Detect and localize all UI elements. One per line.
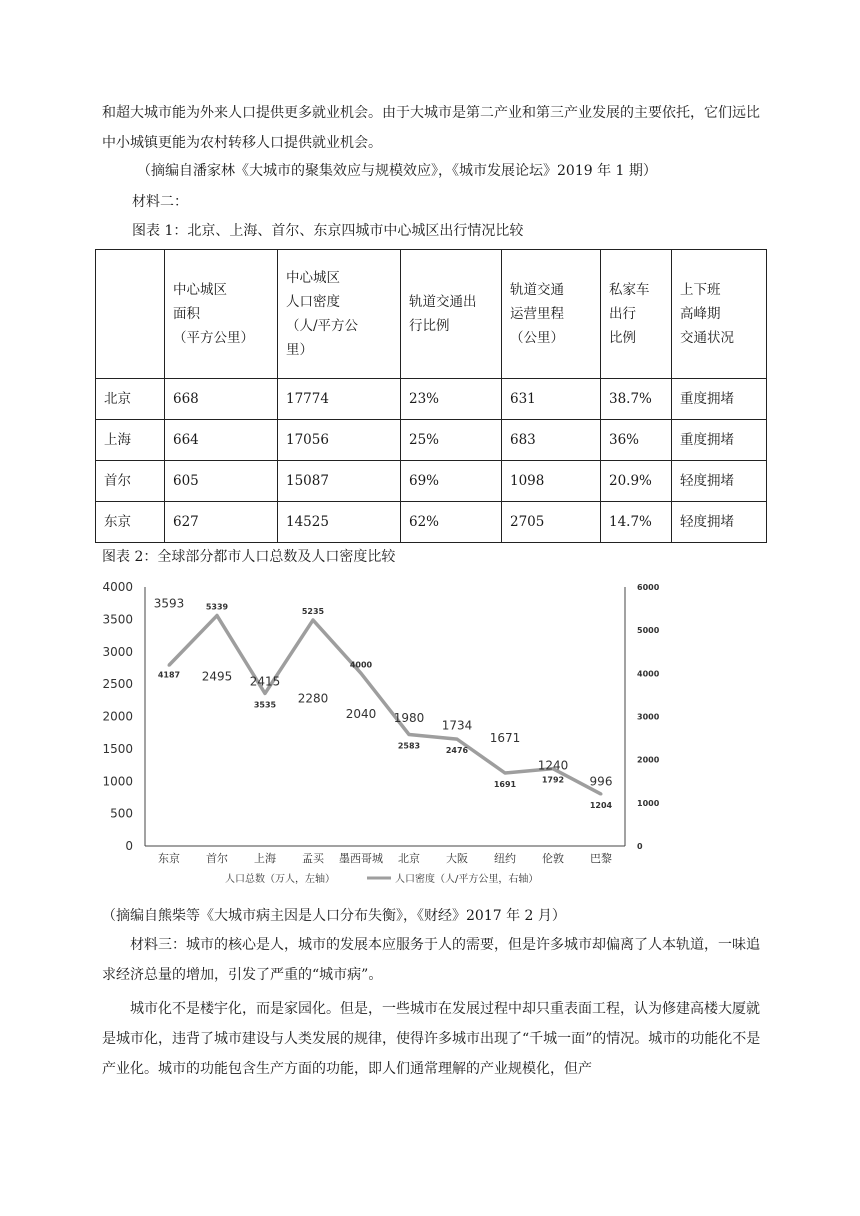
right-tick-label: 2000 (637, 755, 660, 765)
header-text: 私家车 (609, 282, 650, 298)
right-tick-label: 1000 (637, 798, 660, 808)
chart-title: 图表 2：全球部分都市人口总数及人口密度比较 (102, 549, 396, 565)
density-point (360, 672, 363, 675)
left-tick-label: 2000 (102, 709, 133, 724)
table-cell: 17056 (278, 420, 401, 461)
density-data-label: 2476 (445, 746, 469, 756)
citation-1: （摘编自潘家林《大城市的聚集效应与规模效应》，《城市发展论坛》2019 年 1 期） (137, 163, 657, 179)
table-cell: 36% (601, 420, 672, 461)
population-data-label: 2415 (249, 674, 281, 689)
density-point (504, 772, 507, 775)
table-cell: 69% (401, 461, 502, 502)
density-data-label: 2583 (397, 741, 421, 751)
population-data-label: 996 (589, 774, 613, 789)
left-tick-label: 2500 (102, 677, 133, 692)
right-tick-label: 0 (637, 842, 643, 851)
material-3: 材料三：城市的核心是人，城市的发展本应服务于人的需要，但是许多城市却偏离了人本轨道，一味追求经济总量的增加，引发了严重的“城市病”。 (102, 937, 760, 983)
density-data-label: 1204 (589, 801, 613, 811)
right-tick-label: 4000 (637, 669, 660, 679)
header-text: （平方公里） (173, 330, 254, 346)
header-text: 出行 (609, 306, 636, 322)
table-cell: 2705 (502, 502, 601, 543)
material-2-heading: 材料二： (132, 194, 188, 210)
density-point (264, 692, 267, 695)
legend-population-label: 人口总数（万人，左轴） (225, 874, 335, 885)
paragraph-last: 城市化不是楼宇化，而是家园化。但是，一些城市在发展过程中却只重表面工程，认为修建高楼大厦就是城市化，违背了城市建设与人类发展的规律，使得许多城市出现了“千城一面”的情况。城市的功能化不是产业化。城市的功能包含生产方面的功能，即人们通常理解的产业规模化，但产 (102, 1001, 761, 1077)
right-tick-label: 3000 (637, 712, 660, 722)
left-tick-label: 500 (110, 806, 133, 821)
header-text: 轨道交通出 (409, 294, 477, 310)
population-data-label: 1671 (489, 730, 521, 745)
table-cell: 14.7% (601, 502, 672, 543)
table-cell: 627 (165, 502, 278, 543)
population-data-label: 2280 (297, 691, 329, 706)
table-cell: 38.7% (601, 379, 672, 420)
density-point (600, 793, 603, 796)
citation-2: （摘编自熊柴等《大城市病主因是人口分布失衡》，《财经》2017 年 2 月） (102, 908, 566, 924)
header-text: 轨道交通 (510, 282, 564, 298)
table-cell: 轻度拥堵 (672, 461, 767, 502)
header-text: 中心城区 (286, 270, 340, 286)
header-text: 中心城区 (173, 282, 227, 298)
table-cell: 重度拥堵 (672, 420, 767, 461)
density-data-label: 1792 (541, 775, 565, 785)
density-data-label: 4000 (349, 660, 373, 670)
population-chart (95, 572, 675, 894)
header-text: 运营里程 (510, 306, 564, 322)
x-tick-label: 孟买 (302, 852, 324, 865)
population-data-label: 1980 (393, 710, 425, 725)
table-cell: 重度拥堵 (672, 379, 767, 420)
table-cell: 631 (502, 379, 601, 420)
table-row (96, 502, 767, 543)
table-header-row (96, 250, 767, 379)
header-text: （人/平方公 (286, 318, 359, 334)
density-data-label: 5339 (205, 602, 229, 612)
density-point (408, 733, 411, 736)
chart-svg (95, 572, 675, 894)
header-cell (401, 250, 502, 379)
table-cell: 23% (401, 379, 502, 420)
header-text: 上下班 (680, 282, 721, 298)
header-text: 行比例 (409, 318, 450, 334)
table-cell: 683 (502, 420, 601, 461)
legend-density-label: 人口密度（人/平方公里，右轴） (395, 874, 539, 885)
table-cell: 668 (165, 379, 278, 420)
header-cell (672, 250, 767, 379)
header-cell (165, 250, 278, 379)
x-tick-label: 纽约 (494, 852, 516, 865)
density-data-label: 4187 (157, 670, 181, 680)
table-cell: 15087 (278, 461, 401, 502)
table-cell: 62% (401, 502, 502, 543)
table-cell: 17774 (278, 379, 401, 420)
left-tick-label: 0 (125, 839, 133, 853)
header-cell (278, 250, 401, 379)
header-cell (502, 250, 601, 379)
table-cell: 25% (401, 420, 502, 461)
table-cell: 首尔 (96, 461, 165, 502)
density-data-label: 5235 (301, 607, 325, 617)
x-tick-label: 巴黎 (590, 852, 612, 865)
left-tick-label: 3500 (102, 612, 133, 627)
density-point (456, 738, 459, 741)
density-line (169, 616, 601, 794)
paragraph-intro: 和超大城市能为外来人口提供更多就业机会。由于大城市是第二产业和第三产业发展的主要依托，它们远比中小城镇更能为农村转移人口提供就业机会。 (102, 105, 760, 151)
comparison-table (95, 249, 767, 543)
right-tick-label: 6000 (637, 583, 660, 592)
header-text: 比例 (609, 330, 636, 346)
right-tick-label: 5000 (637, 626, 660, 636)
table-row (96, 461, 767, 502)
table-cell: 1098 (502, 461, 601, 502)
density-data-label: 1691 (493, 780, 517, 790)
table-cell: 北京 (96, 379, 165, 420)
population-data-label: 3593 (153, 596, 185, 611)
x-tick-label: 北京 (398, 852, 420, 865)
table-cell: 14525 (278, 502, 401, 543)
table-cell: 664 (165, 420, 278, 461)
header-cell (601, 250, 672, 379)
header-text: 高峰期 (680, 306, 721, 322)
table-cell: 上海 (96, 420, 165, 461)
table-1-title: 图表 1：北京、上海、首尔、东京四城市中心城区出行情况比较 (132, 223, 524, 239)
table-cell: 轻度拥堵 (672, 502, 767, 543)
density-data-label: 3535 (253, 700, 277, 710)
population-data-label: 2040 (345, 706, 377, 721)
population-data-label: 1734 (441, 718, 473, 733)
table-row (96, 379, 767, 420)
table-cell: 20.9% (601, 461, 672, 502)
left-tick-label: 1500 (102, 741, 133, 756)
header-text: （公里） (510, 330, 564, 346)
left-tick-label: 3000 (102, 644, 133, 659)
x-tick-label: 东京 (158, 852, 180, 865)
x-tick-label: 墨西哥城 (339, 852, 383, 865)
table-cell: 东京 (96, 502, 165, 543)
header-cell (96, 250, 165, 379)
table-row (96, 420, 767, 461)
left-tick-label: 1000 (102, 774, 133, 789)
header-text: 里） (286, 342, 313, 358)
x-tick-label: 上海 (254, 852, 276, 865)
header-text: 面积 (173, 306, 200, 322)
header-text: 人口密度 (286, 294, 340, 310)
x-tick-label: 伦敦 (542, 852, 564, 865)
density-point (216, 614, 219, 617)
x-tick-label: 大阪 (446, 852, 468, 865)
density-point (168, 664, 171, 667)
header-text: 交通状况 (680, 330, 734, 346)
x-tick-label: 首尔 (206, 852, 228, 865)
density-point (312, 619, 315, 622)
population-data-label: 1240 (537, 758, 569, 773)
table-cell: 605 (165, 461, 278, 502)
left-tick-label: 4000 (102, 580, 133, 594)
population-data-label: 2495 (201, 669, 233, 684)
